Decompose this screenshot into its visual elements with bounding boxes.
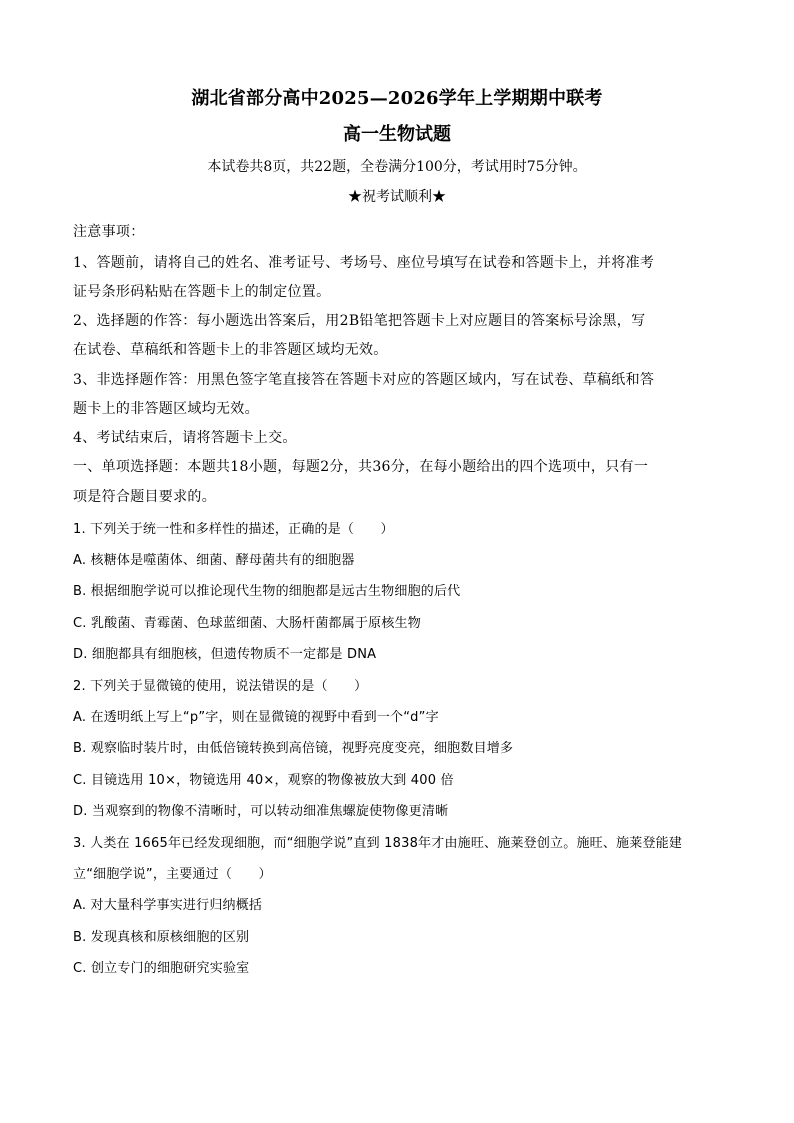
good-luck-line: ★祝考试顺利★ (348, 189, 446, 205)
notes-line: 证号条形码粘贴在答题卡上的制定位置。 (73, 284, 331, 300)
answer-option: B. 观察临时装片时，由低倍镜转换到高倍镜，视野亮度变亮，细胞数目增多 (73, 741, 514, 756)
section-heading: 一、单项选择题：本题共18小题，每题2分，共36分，在每小题给出的四个选项中，只有一 (73, 459, 649, 475)
notes-line: 1、答题前，请将自己的姓名、准考证号、考场号、座位号填写在试卷和答题卡上，并将准考 (73, 255, 655, 271)
answer-option: C. 创立专门的细胞研究实验室 (73, 961, 250, 976)
exam-title: 湖北省部分高中2025—2026学年上学期期中联考 (191, 88, 603, 109)
question-stem: 立“细胞学说”，主要通过（ ） (73, 867, 272, 882)
question-stem: 3. 人类在 1665年已经发现细胞，而“细胞学说”直到 1838年才由施旺、施莱登创立。施旺、施莱登能建 (73, 836, 683, 851)
answer-option: B. 根据细胞学说可以推论现代生物的细胞都是远古生物细胞的后代 (73, 584, 461, 599)
answer-option: D. 当观察到的物像不清晰时，可以转动细准焦螺旋使物像更清晰 (73, 804, 449, 819)
notes-heading: 注意事项： (73, 224, 145, 240)
answer-option: C. 目镜选用 10×，物镜选用 40×，观察的物像被放大到 400 倍 (73, 773, 454, 788)
section-heading: 项是符合题目要求的。 (73, 489, 216, 505)
exam-subject-title: 高一生物试题 (343, 124, 451, 145)
question-stem: 1. 下列关于统一性和多样性的描述，正确的是（ ） (73, 522, 394, 537)
answer-option: A. 核糖体是噬菌体、细菌、酵母菌共有的细胞器 (73, 553, 355, 568)
exam-info: 本试卷共8页，共22题，全卷满分100分，考试用时75分钟。 (207, 159, 587, 175)
notes-line: 题卡上的非答题区域均无效。 (73, 401, 259, 417)
answer-option: C. 乳酸菌、青霉菌、色球蓝细菌、大肠杆菌都属于原核生物 (73, 616, 421, 631)
answer-option: B. 发现真核和原核细胞的区别 (73, 930, 250, 945)
notes-line: 在试卷、草稿纸和答题卡上的非答题区域均无效。 (73, 342, 388, 358)
notes-line: 3、非选择题作答：用黑色签字笔直接答在答题卡对应的答题区域内，写在试卷、草稿纸和答 (73, 372, 655, 388)
answer-option: D. 细胞都具有细胞核，但遗传物质不一定都是 DNA (73, 647, 377, 662)
answer-option: A. 对大量科学事实进行归纳概括 (73, 898, 263, 913)
notes-line: 4、考试结束后，请将答题卡上交。 (73, 430, 297, 446)
notes-line: 2、选择题的作答：每小题选出答案后，用2B铅笔把答题卡上对应题目的答案标号涂黑，写 (73, 313, 646, 329)
question-stem: 2. 下列关于显微镜的使用，说法错误的是（ ） (73, 679, 368, 694)
answer-option: A. 在透明纸上写上“p”字，则在显微镜的视野中看到一个“d”字 (73, 710, 439, 725)
